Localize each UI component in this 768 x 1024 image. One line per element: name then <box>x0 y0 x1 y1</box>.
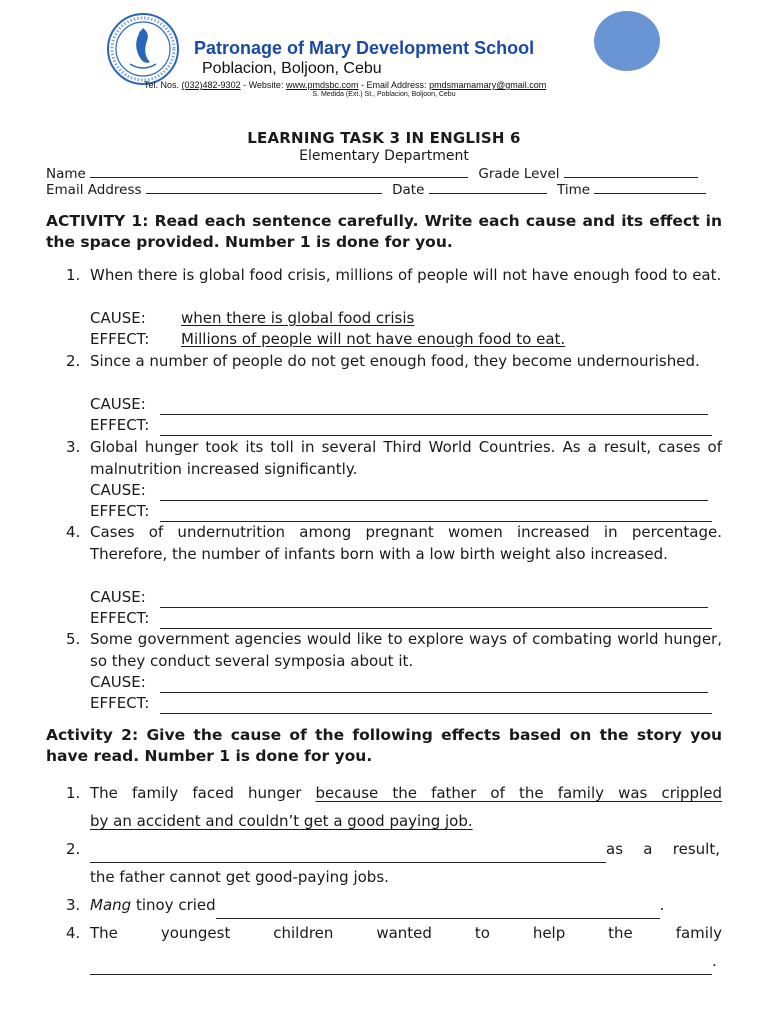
item-sentence: Cases of undernutrition among pregnant women increased in percentage. Therefore, the number of infants born with a low birth weight also increased. <box>90 523 722 563</box>
item3-italic: Mang <box>90 896 132 914</box>
activity2-item-4 <box>66 919 722 975</box>
time-field[interactable] <box>594 182 706 194</box>
effect-blank[interactable] <box>160 507 712 522</box>
item-number: 1. <box>66 266 81 284</box>
item3-blank[interactable] <box>216 904 660 919</box>
item4-word: The <box>90 924 118 942</box>
item4-word: to <box>474 924 490 942</box>
item1-answer-b: by an accident and couldn’t get a good paying job. <box>90 812 473 830</box>
activity1-item-1 <box>66 265 722 309</box>
item2-blank[interactable] <box>90 848 606 863</box>
grade-level-label: Grade Level <box>478 166 560 182</box>
email-date-time-row <box>46 182 722 198</box>
activity1-item-2-cause <box>90 394 722 415</box>
item-sentence: Since a number of people do not get enough food, they become undernourished. <box>90 352 700 370</box>
item-number: 2. <box>66 840 81 858</box>
activity1-item-4-cause <box>90 587 722 608</box>
activity1-item-1-effect <box>90 329 722 350</box>
item4-word: wanted <box>376 924 432 942</box>
grade-level-field[interactable] <box>564 166 698 178</box>
item-number: 1. <box>66 784 81 802</box>
item4-word: youngest <box>160 924 231 942</box>
cause-blank[interactable] <box>160 486 708 501</box>
item4-word: the <box>608 924 633 942</box>
item1-prefix: The family faced hunger <box>90 784 302 802</box>
cause-label: CAUSE: <box>90 481 146 499</box>
activity2-heading: Activity 2: Give the cause of the following effects based on the story you have read. Number 1 is done for you. <box>46 726 722 765</box>
date-field[interactable] <box>429 182 547 194</box>
cause-label: CAUSE: <box>90 395 146 413</box>
effect-label: EFFECT: <box>90 609 150 627</box>
item2-suffix: as a result, <box>606 840 720 858</box>
street-address: S. Medida (Ext.) St., Poblacion, Boljoon, Cebu <box>312 91 456 98</box>
item-number: 4. <box>66 523 81 541</box>
cause-blank[interactable] <box>160 678 708 693</box>
effect-blank[interactable] <box>160 614 712 629</box>
item4-word: family <box>675 924 722 942</box>
item-number: 5. <box>66 630 81 648</box>
name-grade-row <box>46 166 722 182</box>
item3-line <box>90 891 722 919</box>
activity1-item-2 <box>66 351 722 395</box>
activity1-heading: ACTIVITY 1: Read each sentence carefully. Write each cause and its effect in the space provided. Number 1 is done for you. <box>46 212 722 251</box>
item-sentence: Global hunger took its toll in several Third World Countries. As a result, cases of malnutrition increased significantly. <box>90 438 722 478</box>
school-address: Poblacion, Boljoon, Cebu <box>202 60 382 77</box>
item1-line2 <box>90 807 722 835</box>
activity1-item-3-effect <box>90 501 722 522</box>
date-label: Date <box>392 182 425 198</box>
cause-label: CAUSE: <box>90 673 146 691</box>
activity2-item-3 <box>66 891 722 919</box>
effect-label: EFFECT: <box>90 502 150 520</box>
email-address-field[interactable] <box>146 182 382 194</box>
activity1-item-4 <box>66 522 722 588</box>
name-field[interactable] <box>90 166 468 178</box>
cause-label: CAUSE: <box>90 309 146 327</box>
item-sentence: When there is global food crisis, millions of people will not have enough food to eat. <box>90 266 722 284</box>
email-address-label: Email Address <box>46 182 142 198</box>
item3-end: . <box>659 896 665 914</box>
activity1-item-5-cause <box>90 672 722 693</box>
website-label: - Website: <box>243 80 284 90</box>
name-label: Name <box>46 166 86 182</box>
effect-answer: Millions of people will not have enough food to eat. <box>181 330 566 348</box>
activity2-item-2 <box>66 835 722 891</box>
item1-line1 <box>90 779 722 807</box>
item3-text: tinoy cried <box>135 896 216 914</box>
activity1-item-1-cause <box>90 308 722 329</box>
activity1-item-2-effect <box>90 415 722 436</box>
blue-circle-mark <box>594 11 660 71</box>
school-name: Patronage of Mary Development School <box>194 38 535 58</box>
activity1-item-5-effect <box>90 693 722 714</box>
email-label-header: - Email Address: <box>361 80 427 90</box>
effect-blank[interactable] <box>160 699 712 714</box>
item4-line1 <box>90 919 722 947</box>
document-title: LEARNING TASK 3 IN ENGLISH 6 <box>247 129 521 147</box>
item-number: 4. <box>66 924 81 942</box>
cause-label: CAUSE: <box>90 588 146 606</box>
tel-label: Tel. Nos. <box>144 80 180 90</box>
item-sentence: Some government agencies would like to explore ways of combating world hunger, so they conduct several symposia about it. <box>90 630 722 670</box>
activity1-item-5 <box>66 629 722 673</box>
effect-blank[interactable] <box>160 421 712 436</box>
effect-label: EFFECT: <box>90 416 150 434</box>
activity1-item-3 <box>66 437 722 481</box>
time-label: Time <box>556 182 591 198</box>
item4-line2 <box>90 947 722 975</box>
item2-line1 <box>90 835 722 863</box>
school-seal-logo <box>106 12 180 86</box>
email-link[interactable]: pmdsmamamary@gmail.com <box>429 80 547 90</box>
item1-answer-a: because the father of the family was crippled <box>315 784 722 802</box>
website-link[interactable]: www.pmdsbc.com <box>285 80 359 90</box>
activity1-item-3-cause <box>90 480 722 501</box>
cause-blank[interactable] <box>160 593 708 608</box>
cause-answer: when there is global food crisis <box>181 309 415 327</box>
cause-blank[interactable] <box>160 400 708 415</box>
item-number: 3. <box>66 438 81 456</box>
effect-label: EFFECT: <box>90 694 150 712</box>
contact-line <box>144 80 546 90</box>
activity2-item-1 <box>66 779 722 835</box>
item-number: 3. <box>66 896 81 914</box>
item-number: 2. <box>66 352 81 370</box>
activity1-item-4-effect <box>90 608 722 629</box>
item4-end: . <box>712 952 717 970</box>
department: Elementary Department <box>299 148 469 164</box>
effect-label: EFFECT: <box>90 330 150 348</box>
item4-blank[interactable] <box>90 960 712 975</box>
tel-number: (032)482-9302 <box>181 80 241 90</box>
item4-word: help <box>532 924 566 942</box>
item4-word: children <box>273 924 334 942</box>
item2-line2: the father cannot get good-paying jobs. <box>90 868 389 886</box>
